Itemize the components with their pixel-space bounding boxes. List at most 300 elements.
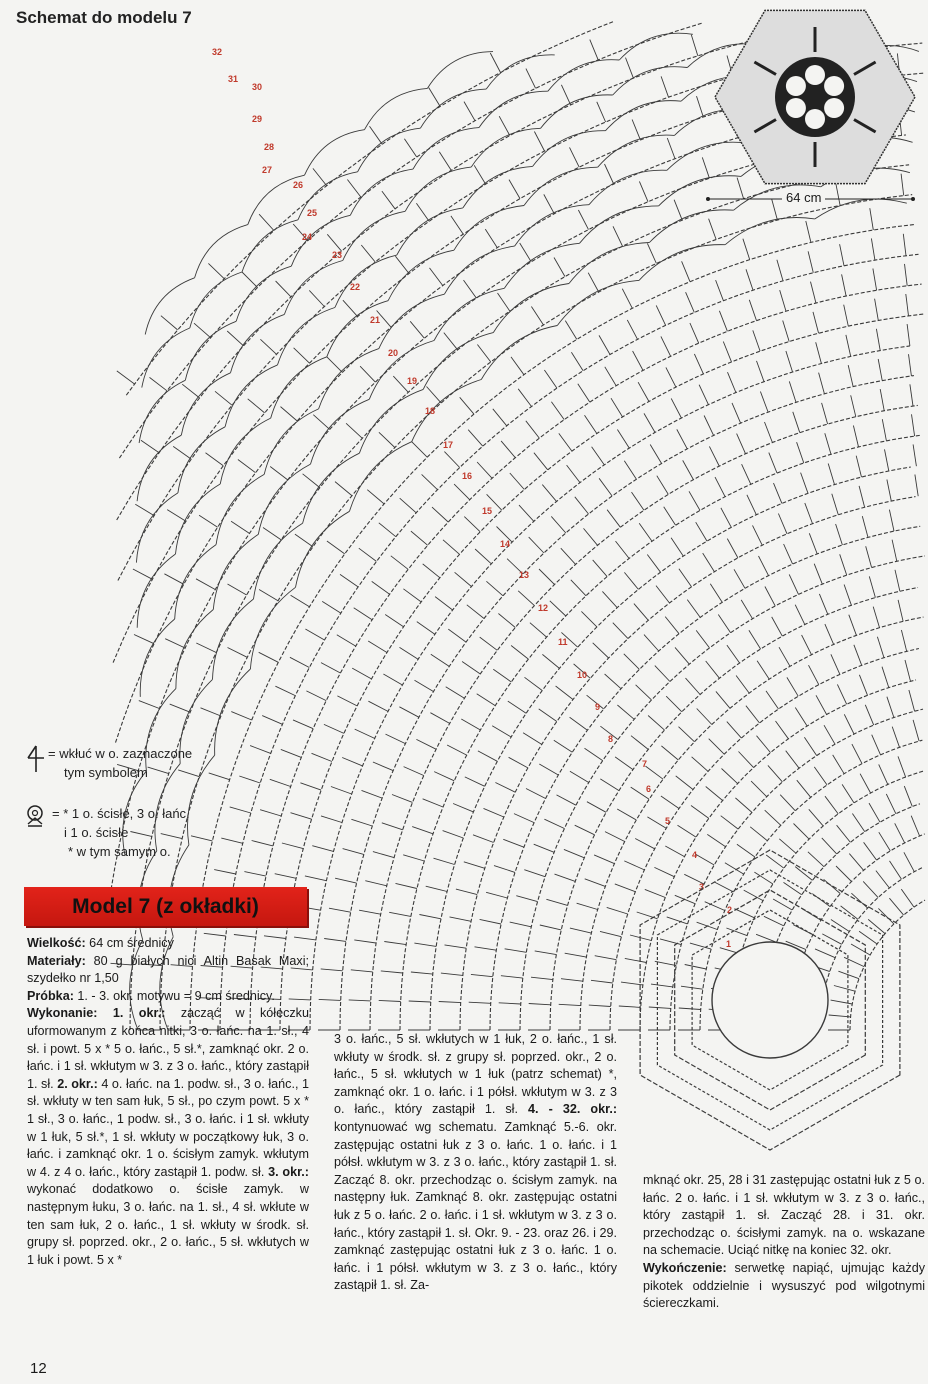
- stitch-mark: [312, 846, 333, 852]
- stitch-mark: [362, 790, 383, 798]
- round-number-label: 32: [212, 47, 223, 57]
- stitch-mark: [619, 1006, 641, 1007]
- stitch-mark: [910, 384, 913, 406]
- stitch-mark: [632, 120, 640, 140]
- chain-arch: [405, 167, 471, 211]
- stitch-mark: [382, 823, 403, 830]
- stitch-mark: [768, 765, 783, 782]
- stitch-mark: [753, 525, 763, 545]
- round-line: [310, 346, 910, 1030]
- stitch-mark: [786, 751, 799, 769]
- stitch-mark: [516, 896, 537, 902]
- round-2-heading: 2. okr.:: [57, 1076, 98, 1091]
- stitch-mark: [654, 867, 674, 876]
- stitch-mark: [851, 395, 856, 416]
- stitch-mark: [540, 925, 562, 930]
- stitch-mark: [764, 916, 784, 926]
- stitch-mark: [784, 544, 793, 564]
- stitch-mark: [170, 704, 190, 712]
- chain-arch: [444, 246, 514, 294]
- chain-arch: [358, 128, 421, 172]
- stitch-mark: [682, 261, 690, 281]
- stitch-mark: [238, 460, 256, 473]
- stitch-mark: [150, 377, 168, 390]
- stitch-mark: [465, 777, 485, 786]
- stitch-mark: [633, 351, 643, 370]
- stitch-mark: [787, 677, 798, 696]
- stitch-mark: [882, 667, 889, 688]
- stitch-mark: [427, 387, 442, 403]
- stitch-mark: [309, 290, 324, 306]
- stitch-mark: [422, 474, 438, 489]
- chain-arch: [427, 52, 493, 89]
- stitch-mark: [395, 256, 409, 273]
- stitch-mark: [882, 419, 886, 441]
- stitch-mark: [696, 630, 709, 648]
- stitch-mark: [831, 920, 849, 932]
- stitch-mark: [765, 587, 775, 606]
- stitch-mark: [816, 342, 822, 363]
- stitch-mark: [534, 132, 544, 152]
- chain-arch: [284, 261, 342, 315]
- stitch-mark: [647, 817, 666, 828]
- stitch-mark: [825, 433, 831, 454]
- stitch-mark: [802, 635, 812, 655]
- stitch-mark: [833, 755, 844, 774]
- round-number-label: 4: [692, 850, 698, 860]
- stitch-mark: [626, 58, 634, 79]
- stitch-mark: [728, 372, 736, 392]
- stitch-mark: [270, 467, 288, 480]
- stitch-mark: [783, 321, 790, 342]
- chain-arch: [181, 373, 230, 435]
- stitch-mark: [589, 1005, 611, 1006]
- stitch-mark: [417, 622, 435, 635]
- stitch-mark: [526, 789, 546, 799]
- chain-arch: [185, 321, 236, 380]
- round-3-text: wykonać dodatkowo o. ścisłe zamyk. w następnym łuku, 3 o. łańc. na 1. sł., 4 sł. wkłute w ten sam łuk, 2 o. łańc., 1 sł. wkłuty w środk. sł. grupy sł. poprzed. okr., 2 o. łańc., 5 sł. wkłutych w 1 łuk i powt. 5 x *: [27, 1182, 309, 1267]
- chain-arch: [613, 67, 688, 95]
- chain-arch: [463, 166, 533, 208]
- materials-text: 80 g białych nici Altin Basak Maxi; szydełko nr 1,50: [27, 953, 309, 986]
- legend-picot-line2: i 1 o. ścisłe: [64, 825, 129, 840]
- stitch-mark: [557, 795, 576, 805]
- stitch-mark: [446, 687, 465, 699]
- stitch-mark: [208, 263, 224, 278]
- stitch-mark: [776, 721, 789, 739]
- stitch-mark: [550, 601, 566, 616]
- stitch-mark: [451, 216, 463, 234]
- stitch-mark: [581, 611, 597, 627]
- stitch-mark: [455, 572, 472, 586]
- stitch-mark: [510, 922, 532, 927]
- stitch-mark: [467, 605, 484, 619]
- stitch-mark: [434, 858, 455, 864]
- stitch-mark: [392, 795, 413, 803]
- stitch-mark: [231, 521, 249, 533]
- stitch-mark: [365, 881, 386, 886]
- stitch-mark: [734, 909, 754, 918]
- stitch-mark: [797, 442, 804, 463]
- stitch-mark: [679, 727, 695, 742]
- stitch-mark: [605, 832, 625, 842]
- stitch-mark: [650, 445, 661, 464]
- stitch-mark: [561, 548, 576, 564]
- stitch-mark: [804, 737, 816, 755]
- stitch-mark: [324, 939, 346, 942]
- stitch-mark: [912, 414, 915, 436]
- stitch-mark: [661, 796, 679, 809]
- stitch-mark: [564, 849, 584, 857]
- stitch-mark: [753, 330, 760, 351]
- chain-arch: [213, 534, 258, 609]
- stitch-mark: [716, 691, 730, 708]
- round-number-label: 12: [538, 603, 549, 613]
- stitch-mark: [403, 589, 421, 602]
- doily-thumbnail-petal: [824, 76, 844, 96]
- stitch-mark: [639, 523, 652, 541]
- stitch-mark: [679, 1008, 701, 1010]
- stitch-mark: [814, 767, 827, 785]
- stitch-mark: [134, 635, 154, 644]
- stitch-mark: [495, 783, 515, 793]
- article-column-3: [643, 1172, 925, 1313]
- stitch-mark: [597, 102, 606, 122]
- stitch-mark: [591, 980, 613, 983]
- stitch-mark: [230, 807, 251, 813]
- stitch-mark: [416, 739, 436, 749]
- stitch-mark: [260, 810, 281, 816]
- round-number-label: 13: [519, 570, 530, 580]
- stitch-mark: [454, 484, 470, 500]
- chain-arch: [548, 60, 619, 92]
- doily-thumbnail-petal: [824, 98, 844, 118]
- stitch-mark: [349, 1000, 371, 1001]
- round-number-label: 19: [407, 376, 418, 386]
- stitch-mark: [656, 305, 665, 325]
- page-title: Schemat do modelu 7: [16, 8, 192, 27]
- stitch-mark: [605, 164, 614, 184]
- stitch-mark: [722, 769, 738, 784]
- chain-arch: [140, 619, 175, 697]
- size-dimension-end: [911, 197, 915, 201]
- stitch-mark: [570, 771, 589, 782]
- stitch-mark: [435, 597, 453, 610]
- sample-heading: Próbka:: [27, 988, 74, 1003]
- stitch-mark: [892, 727, 899, 748]
- stitch-mark: [293, 720, 313, 729]
- stitch-mark: [139, 701, 160, 709]
- stitch-mark: [544, 819, 564, 828]
- stitch-mark: [869, 803, 880, 822]
- stitch-mark: [613, 623, 628, 639]
- round-3-heading: 3. okr.:: [268, 1164, 310, 1179]
- stitch-mark: [686, 292, 695, 312]
- stitch-mark: [379, 523, 396, 537]
- stitch-mark: [534, 453, 548, 470]
- stitch-mark: [605, 367, 616, 386]
- stitch-mark: [539, 764, 558, 775]
- round-number-label: 9: [595, 702, 601, 712]
- stitch-mark: [412, 827, 433, 834]
- stitch-mark: [683, 460, 694, 479]
- stitch-mark: [602, 591, 617, 607]
- stitch-mark: [848, 365, 853, 386]
- chain-arch: [606, 101, 682, 131]
- round-number-label: 27: [262, 165, 273, 175]
- motif-center-ring: [712, 942, 828, 1058]
- chain-arch: [454, 206, 524, 251]
- stitch-mark: [585, 415, 597, 433]
- stitch-mark: [887, 697, 894, 718]
- stitch-mark: [901, 889, 914, 907]
- stitch-mark: [276, 281, 291, 297]
- stitch-mark: [443, 540, 460, 555]
- stitch-mark: [511, 357, 524, 375]
- stitch-mark: [772, 617, 783, 636]
- stitch-mark: [824, 879, 841, 893]
- stitch-mark: [837, 825, 851, 842]
- stitch-mark: [859, 931, 877, 944]
- stitch-mark: [419, 915, 441, 919]
- chain-arch: [305, 130, 365, 176]
- stitch-mark: [275, 686, 295, 695]
- stitch-mark: [295, 534, 313, 547]
- stitch-mark: [592, 447, 605, 465]
- stitch-mark: [400, 647, 419, 659]
- doily-thumbnail-petal: [786, 76, 806, 96]
- stitch-mark: [868, 919, 885, 933]
- stitch-mark: [354, 608, 372, 620]
- stitch-mark: [632, 492, 645, 510]
- stitch-mark: [649, 1007, 671, 1008]
- stitch-mark: [809, 809, 823, 826]
- stitch-mark: [485, 229, 497, 248]
- stitch-mark: [863, 881, 878, 897]
- stitch-mark: [646, 766, 664, 779]
- stitch-mark: [611, 398, 623, 417]
- stitch-mark: [383, 674, 402, 685]
- stitch-mark: [480, 637, 498, 650]
- stitch-mark: [665, 846, 684, 857]
- stitch-mark: [907, 324, 910, 346]
- stitch-mark: [570, 147, 580, 167]
- stitch-mark: [766, 691, 779, 709]
- stitch-mark: [877, 637, 884, 658]
- legend-item-insert: [24, 744, 192, 782]
- stitch-mark: [575, 825, 595, 835]
- stitch-mark: [622, 289, 632, 309]
- stitch-mark: [757, 736, 771, 753]
- stitch-mark: [656, 586, 670, 603]
- stitch-mark: [624, 461, 636, 479]
- stitch-mark: [866, 546, 872, 567]
- stitch-mark: [594, 855, 614, 864]
- stitch-mark: [431, 654, 449, 666]
- stitch-mark: [475, 947, 497, 950]
- chain-arch: [589, 170, 667, 205]
- stitch-mark: [542, 654, 559, 668]
- stitch-mark: [647, 243, 656, 263]
- stitch-mark: [403, 855, 424, 861]
- stitch-mark: [135, 504, 154, 515]
- stitch-mark: [786, 351, 793, 372]
- stitch-mark: [696, 522, 707, 541]
- stitch-mark: [475, 549, 491, 564]
- chain-arch: [667, 142, 748, 170]
- stitch-mark: [551, 402, 564, 420]
- stitch-mark: [664, 507, 676, 526]
- stitch-mark: [396, 883, 417, 888]
- stitch-mark: [631, 736, 648, 750]
- stitch-mark: [831, 654, 840, 674]
- stitch-mark: [901, 630, 906, 651]
- stitch-mark: [468, 430, 483, 447]
- stitch-mark: [291, 595, 310, 607]
- stitch-mark: [327, 234, 341, 251]
- stitch-mark: [852, 744, 862, 764]
- stitch-mark: [706, 661, 720, 678]
- stitch-mark: [842, 784, 854, 803]
- chain-arch: [434, 288, 504, 340]
- stitch-mark: [490, 53, 500, 73]
- stitch-mark: [624, 861, 644, 870]
- stitch-mark: [841, 906, 858, 920]
- stitch-mark: [239, 776, 260, 783]
- stitch-mark: [655, 666, 670, 682]
- stitch-mark: [474, 165, 485, 184]
- stitch-mark: [359, 910, 381, 914]
- stitch-mark: [869, 576, 875, 597]
- stitch-mark: [355, 729, 375, 738]
- stitch-mark: [260, 339, 276, 354]
- stitch-mark: [853, 426, 858, 447]
- stitch-mark: [530, 623, 547, 637]
- stitch-mark: [692, 757, 709, 772]
- stitch-mark: [432, 507, 448, 522]
- stitch-mark: [819, 373, 825, 394]
- round-number-label: 20: [388, 348, 399, 358]
- chain-arch: [176, 610, 213, 689]
- chain-arch: [557, 280, 639, 325]
- stitch-mark: [784, 882, 802, 894]
- stitch-mark: [327, 541, 345, 554]
- stitch-mark: [389, 912, 411, 916]
- stitch-mark: [196, 579, 215, 590]
- round-number-label: 17: [443, 440, 454, 450]
- stitch-mark: [695, 854, 714, 865]
- chain-arch: [388, 250, 454, 301]
- stitch-mark: [327, 357, 343, 373]
- stitch-mark: [825, 624, 834, 644]
- stitch-mark: [636, 685, 652, 700]
- stitch-mark: [531, 307, 543, 325]
- stitch-mark: [862, 516, 868, 537]
- stitch-mark: [165, 639, 185, 648]
- chain-arch: [139, 380, 185, 443]
- stitch-mark: [789, 381, 796, 402]
- stitch-mark: [585, 748, 603, 760]
- chain-arch: [311, 399, 370, 464]
- article-column-1: [27, 935, 309, 1269]
- stitch-mark: [655, 961, 677, 965]
- stitch-mark: [303, 474, 320, 488]
- stitch-mark: [872, 735, 881, 755]
- stitch-mark: [617, 430, 629, 449]
- stitch-mark: [832, 494, 839, 515]
- rounds-4-32-heading: 4. - 32. okr.:: [528, 1102, 618, 1117]
- stitch-mark: [657, 476, 669, 495]
- stitch-mark: [585, 879, 606, 887]
- stitch-mark: [565, 321, 577, 340]
- stitch-mark: [844, 305, 849, 327]
- stitch-mark: [351, 819, 372, 826]
- stitch-mark: [340, 574, 358, 587]
- article-column-2: [334, 1031, 617, 1295]
- stitch-mark: [215, 391, 232, 405]
- chain-arch: [278, 308, 335, 365]
- stitch-mark: [509, 180, 520, 199]
- stitch-mark: [368, 641, 387, 653]
- round-line: [119, 23, 701, 458]
- stitch-mark: [227, 331, 243, 346]
- stitch-mark: [814, 564, 822, 584]
- stitch-mark: [905, 264, 908, 286]
- stitch-mark: [617, 705, 634, 719]
- stitch-mark: [727, 539, 738, 558]
- stitch-mark: [409, 1001, 431, 1002]
- stitch-mark: [895, 823, 905, 843]
- stitch-mark: [445, 945, 467, 948]
- rounds-4-32-text: kontynuować wg schematu. Zamknąć 5.-6. okr. zastępując ostatni łuk z 3 o. łańc. 1 o. łańc. i 1 półsł. wkłutym w 3. z 3 o. łańc., który zastąpił 1. sł. Zacząć 8. okr. przechodząc o. ścisłym zamyk. na następny łuk. Zamknąć 8. okr. zastępując ostatni łuk z 5 o. łańc. 2 o. łańc. i 1 sł. wkłutym w 3. z 3 o. łańc., który zastąpił 1. sł. Okr. 9. - 23. oraz 26. i 29. zamknąć zastępując ostatni łuk z 3 o. łańc. 1 o. łańc. i 1 półsł. wkłutym w 3. z 3 o. łańc., który zastąpił 1. sł. Za-: [334, 1119, 617, 1293]
- stitch-mark: [321, 663, 340, 673]
- stitch-mark: [860, 774, 871, 793]
- stitch-mark: [909, 690, 915, 711]
- stitch-mark: [524, 870, 545, 877]
- stitch-mark: [411, 972, 433, 974]
- round-number-label: 15: [482, 506, 493, 516]
- chain-arch: [258, 464, 310, 534]
- stitch-mark: [719, 311, 727, 332]
- stitch-mark: [825, 796, 838, 814]
- chain-arch: [195, 225, 248, 278]
- stitch-mark: [252, 841, 273, 846]
- stitch-mark: [588, 273, 599, 292]
- stitch-mark: [903, 234, 906, 256]
- stitch-mark: [469, 1002, 491, 1003]
- stitch-mark: [531, 977, 553, 979]
- round-number-label: 16: [462, 471, 473, 481]
- stitch-mark: [498, 293, 510, 311]
- stitch-mark: [849, 615, 857, 636]
- round-number-label: 1: [726, 939, 732, 949]
- stitch-mark: [905, 660, 911, 681]
- stitch-mark: [305, 629, 324, 640]
- stitch-mark: [651, 984, 673, 987]
- stitch-mark: [889, 510, 894, 531]
- stitch-mark: [704, 416, 714, 436]
- stitch-mark: [544, 370, 557, 388]
- stitch-mark: [605, 674, 621, 689]
- stitch-mark: [461, 719, 480, 730]
- stitch-mark: [373, 762, 393, 771]
- stitch-mark: [456, 889, 477, 895]
- stitch-mark: [565, 953, 587, 957]
- stitch-mark: [879, 764, 888, 784]
- stitch-mark: [360, 366, 375, 382]
- stitch-mark: [462, 662, 480, 675]
- chain-arch: [479, 91, 548, 127]
